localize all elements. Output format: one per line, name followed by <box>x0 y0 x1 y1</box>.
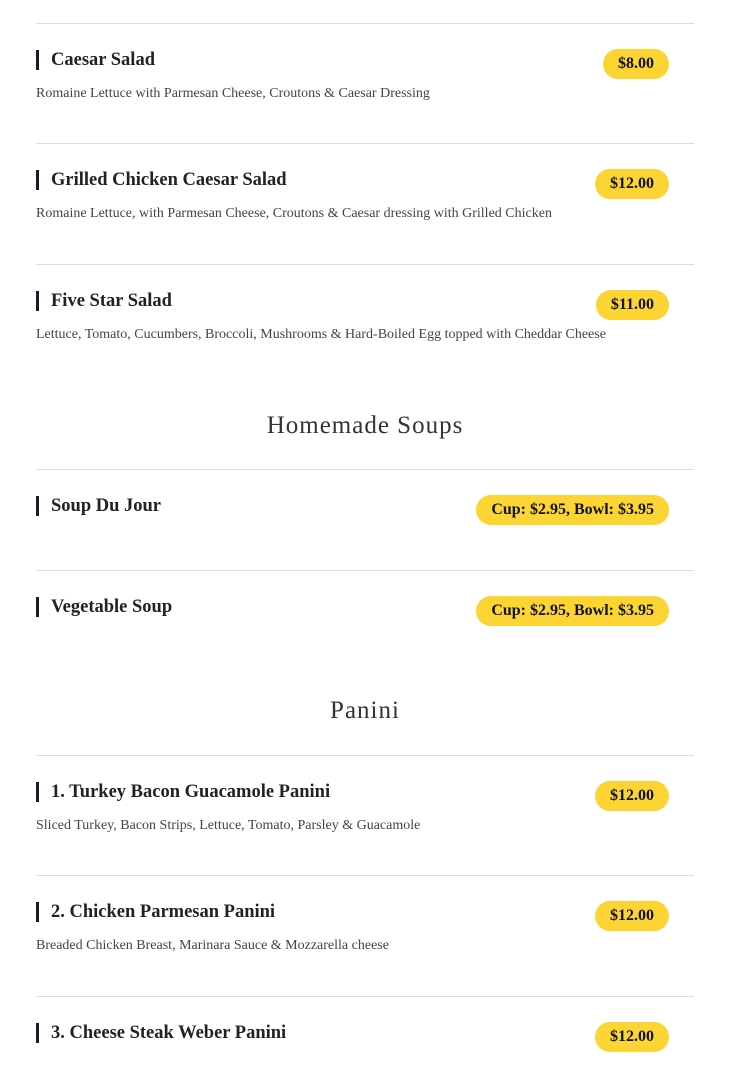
price-badge: $12.00 <box>595 169 669 199</box>
menu-item-chicken-parmesan-panini <box>36 875 694 997</box>
price-badge: $12.00 <box>595 781 669 811</box>
item-description: Romaine Lettuce with Parmesan Cheese, Croutons & Caesar Dressing <box>36 86 430 101</box>
menu-item-caesar-salad <box>36 23 694 144</box>
price-badge: $12.00 <box>595 1022 669 1052</box>
section-title-panini: Panini <box>330 697 400 724</box>
menu-item-soup-du-jour <box>36 469 694 571</box>
item-description: Lettuce, Tomato, Cucumbers, Broccoli, Mushrooms & Hard-Boiled Egg topped with Cheddar Cheese <box>36 327 606 342</box>
price-badge: $11.00 <box>596 290 669 320</box>
item-description: Romaine Lettuce, with Parmesan Cheese, Croutons & Caesar dressing with Grilled Chicken <box>36 206 552 221</box>
item-description: Sliced Turkey, Bacon Strips, Lettuce, Tomato, Parsley & Guacamole <box>36 818 421 833</box>
menu-item-five-star-salad <box>36 264 694 385</box>
item-name: Caesar Salad <box>36 50 155 70</box>
menu-item-vegetable-soup <box>36 570 694 671</box>
price-badge: $8.00 <box>603 49 669 79</box>
menu-item-cheese-steak-weber-panini <box>36 996 694 1091</box>
section-title-soups: Homemade Soups <box>266 412 464 439</box>
item-name: Five Star Salad <box>36 291 172 311</box>
item-name: Soup Du Jour <box>36 496 161 516</box>
item-description: Breaded Chicken Breast, Marinara Sauce & Mozzarella cheese <box>36 938 389 953</box>
price-badge: $12.00 <box>595 901 669 931</box>
menu-item-turkey-bacon-guacamole-panini <box>36 755 694 876</box>
item-name: Vegetable Soup <box>36 597 172 617</box>
price-badge: Cup: $2.95, Bowl: $3.95 <box>476 495 669 525</box>
menu-item-grilled-chicken-caesar-salad <box>36 143 694 265</box>
item-name: 2. Chicken Parmesan Panini <box>36 902 275 922</box>
price-badge: Cup: $2.95, Bowl: $3.95 <box>476 596 669 626</box>
item-name: 3. Cheese Steak Weber Panini <box>36 1023 286 1043</box>
item-name: 1. Turkey Bacon Guacamole Panini <box>36 782 330 802</box>
item-name: Grilled Chicken Caesar Salad <box>36 170 287 190</box>
